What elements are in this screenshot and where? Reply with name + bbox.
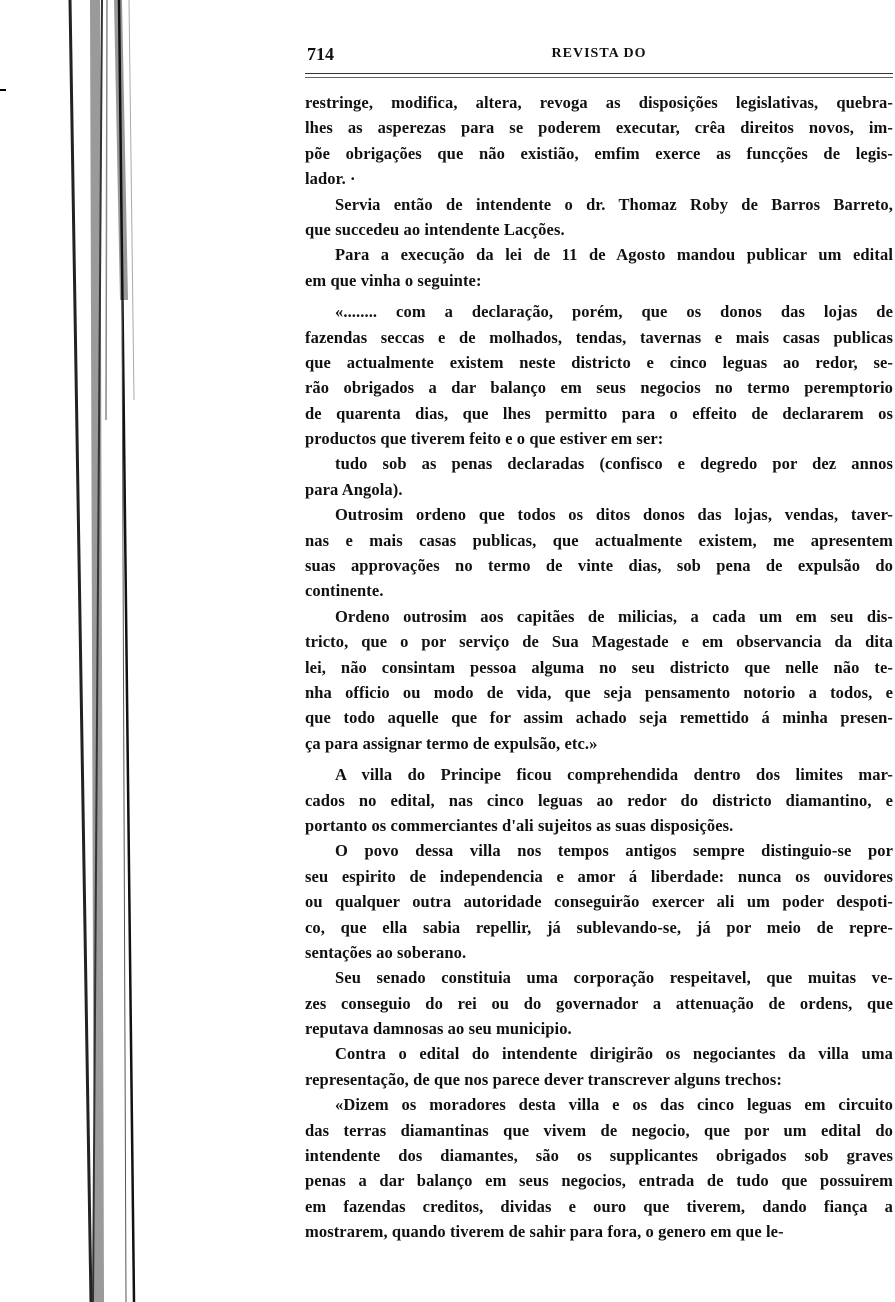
text-line: Seu senado constituia uma corporação respeitavel, que muitas ve-	[335, 968, 893, 988]
paragraph	[305, 502, 893, 604]
paragraph	[305, 838, 893, 965]
text-line: que actualmente existem neste districto e cinco leguas ao redor, se-	[305, 352, 893, 372]
text-line: seu espirito de independencia e amor á liberdade: nunca os ouvidores	[305, 866, 893, 886]
text-line: ça para assignar termo de expulsão, etc.»	[305, 733, 598, 753]
page-number: 714	[307, 44, 334, 64]
text-line: lhes as asperezas para se poderem executar, crêa direitos novos, im-	[305, 118, 893, 138]
body-text	[305, 90, 893, 1245]
paragraph	[305, 1092, 893, 1244]
text-line: ou qualquer outra autoridade conseguirão exercer ali um poder despoti-	[305, 892, 893, 912]
paragraph	[305, 242, 893, 293]
text-line: co, que ella sabia repellir, já sublevando-se, já por meio de repre-	[305, 917, 893, 937]
header-rule	[305, 73, 893, 78]
binding-line	[70, 0, 91, 1302]
paragraph	[305, 90, 893, 192]
text-line: em fazendas creditos, dividas e ouro que tiverem, dando fiança a	[305, 1196, 893, 1216]
text-line: cados no edital, nas cinco leguas ao redor do districto diamantino, e	[305, 790, 893, 810]
text-line: zes conseguio do rei ou do governador a attenuação de ordens, que	[305, 993, 893, 1013]
paragraph	[305, 1041, 893, 1092]
paragraph	[305, 451, 893, 502]
text-line: tricto, que o por serviço de Sua Magestade e em observancia da dita	[305, 632, 893, 652]
text-line: A villa do Principe ficou comprehendida dentro dos limites mar-	[335, 765, 893, 785]
paragraph	[305, 192, 893, 243]
paragraph	[305, 299, 893, 451]
text-line: penas a dar balanço em seus negocios, entrada de tudo que possuirem	[305, 1171, 893, 1191]
binding-line	[129, 0, 134, 400]
text-line: representação, de que nos parece dever transcrever alguns trechos:	[305, 1069, 782, 1089]
paragraph	[305, 604, 893, 756]
text-line: «........ com a declaração, porém, que os donos das lojas de	[335, 302, 893, 322]
text-line: que todo aquelle que for assim achado seja remettido á minha presen-	[305, 708, 893, 728]
text-line: fazendas seccas e de molhados, tendas, tavernas e mais casas publicas	[305, 327, 893, 347]
text-line: reputava damnosas ao seu municipio.	[305, 1019, 572, 1039]
running-title: REVISTA DO	[551, 46, 647, 61]
text-line: para Angola).	[305, 479, 403, 499]
paragraph	[305, 965, 893, 1041]
text-line: «Dizem os moradores desta villa e os das cinco leguas em circuito	[335, 1095, 893, 1115]
text-line: Servia então de intendente o dr. Thomaz Roby de Barros Barreto,	[335, 194, 893, 214]
text-line: nha officio ou modo de vida, que seja pensamento notorio a todos, e	[305, 682, 893, 702]
text-line: restringe, modifica, altera, revoga as disposições legislativas, quebra-	[305, 93, 893, 112]
text-line: suas approvações no termo de vinte dias, sob pena de expulsão do	[305, 556, 893, 576]
text-line: lei, não consintam pessoa alguma no seu districto que nelle não te-	[305, 657, 893, 677]
text-line: O povo dessa villa nos tempos antigos sempre distinguio-se por	[335, 841, 893, 861]
text-line: productos que tiverem feito e o que estiver em ser:	[305, 429, 664, 449]
binding-line	[106, 0, 107, 420]
text-line: das terras diamantinas que vivem de negocio, que por um edital do	[305, 1120, 893, 1140]
text-line: nas e mais casas publicas, que actualmente existem, me apresentem	[305, 530, 893, 550]
text-line: mostrarem, quando tiverem de sahir para fora, o genero em que le-	[305, 1222, 784, 1242]
text-line: Para a execução da lei de 11 de Agosto mandou publicar um edital	[335, 245, 893, 265]
text-line: em que vinha o seguinte:	[305, 270, 482, 290]
text-line: põe obrigações que não existião, emfim exerce as funcções de legis-	[305, 143, 893, 163]
text-line: Contra o edital do intendente dirigirão os negociantes da villa uma	[335, 1044, 893, 1064]
text-line: de quarenta dias, que lhes permitto para o effeito de declararem os	[305, 403, 893, 423]
paragraph	[305, 762, 893, 838]
text-line: portanto os commerciantes d'ali sujeitos as suas disposições.	[305, 815, 734, 835]
text-line: tudo sob as penas declaradas (confisco e degredo por dez annos	[335, 454, 893, 474]
text-line: intendente dos diamantes, são os supplicantes obrigados sob graves	[305, 1146, 893, 1166]
text-line: rão obrigados a dar balanço em seus negocios no termo peremptorio	[305, 378, 893, 398]
text-line: Ordeno outrosim aos capitães de milicias, a cada um em seu dis-	[335, 606, 893, 626]
text-line: que succedeu ao intendente Lacções.	[305, 219, 565, 239]
page-header	[305, 44, 893, 68]
text-line: continente.	[305, 581, 384, 601]
book-binding-edge	[0, 0, 160, 1302]
text-line: Outrosim ordeno que todos os ditos donos das lojas, vendas, taver-	[335, 505, 893, 525]
text-line: lador. ·	[305, 169, 356, 189]
text-line: sentações ao soberano.	[305, 942, 467, 962]
